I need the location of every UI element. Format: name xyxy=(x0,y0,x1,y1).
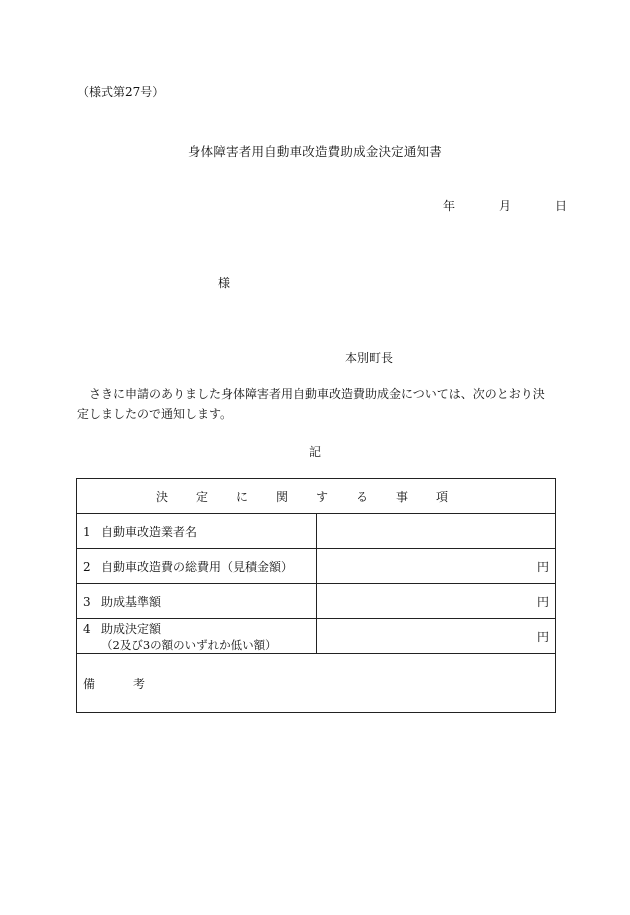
row-1-label-cell xyxy=(77,514,317,549)
remarks-row xyxy=(77,654,556,713)
row-4-value-cell xyxy=(316,619,556,654)
row-1-label: 自動車改造業者名 xyxy=(101,524,198,539)
issuer-name: 本別町長 xyxy=(345,351,394,365)
row-3-label: 助成基準額 xyxy=(101,594,162,609)
table-row xyxy=(77,549,556,584)
row-3-label-cell xyxy=(77,584,317,619)
document-title: 身体障害者用自動車改造費助成金決定通知書 xyxy=(187,144,442,159)
row-2-label: 自動車改造費の総費用（見積金額） xyxy=(101,559,294,574)
row-4-number: 4 xyxy=(83,621,91,636)
date-month-label: 月 xyxy=(499,199,512,213)
table-header-text: 決定に関する事項 xyxy=(155,489,476,504)
remarks-label: 備考 xyxy=(83,676,184,691)
row-4-label-cell xyxy=(77,619,317,654)
decision-table xyxy=(76,478,556,713)
row-3-value-cell xyxy=(316,584,556,619)
ki-heading: 記 xyxy=(308,445,321,459)
row-3-unit: 円 xyxy=(536,594,549,609)
table-header-cell xyxy=(77,479,556,514)
row-4-unit: 円 xyxy=(536,629,549,644)
date-year-label: 年 xyxy=(443,199,456,213)
table-row xyxy=(77,514,556,549)
row-2-value-cell xyxy=(316,549,556,584)
row-2-number: 2 xyxy=(83,559,91,574)
form-number: （様式第27号） xyxy=(77,85,165,99)
row-4-label: 助成決定額 xyxy=(101,621,162,636)
row-4-sublabel: （2及び3の額のいずれか低い額） xyxy=(101,637,277,652)
date-day-label: 日 xyxy=(555,199,568,213)
date-line xyxy=(443,197,567,214)
row-2-unit: 円 xyxy=(536,559,549,574)
row-1-value-cell xyxy=(316,514,556,549)
table-row xyxy=(77,584,556,619)
table-row xyxy=(77,619,556,654)
row-3-number: 3 xyxy=(83,594,91,609)
row-1-number: 1 xyxy=(83,524,91,539)
body-paragraph: さきに申請のありました身体障害者用自動車改造費助成金については、次のとおり決定しましたので通知します。 xyxy=(77,387,545,421)
table-header-row xyxy=(77,479,556,514)
remarks-cell xyxy=(77,654,556,713)
addressee-suffix: 様 xyxy=(218,276,231,290)
row-2-label-cell xyxy=(77,549,317,584)
